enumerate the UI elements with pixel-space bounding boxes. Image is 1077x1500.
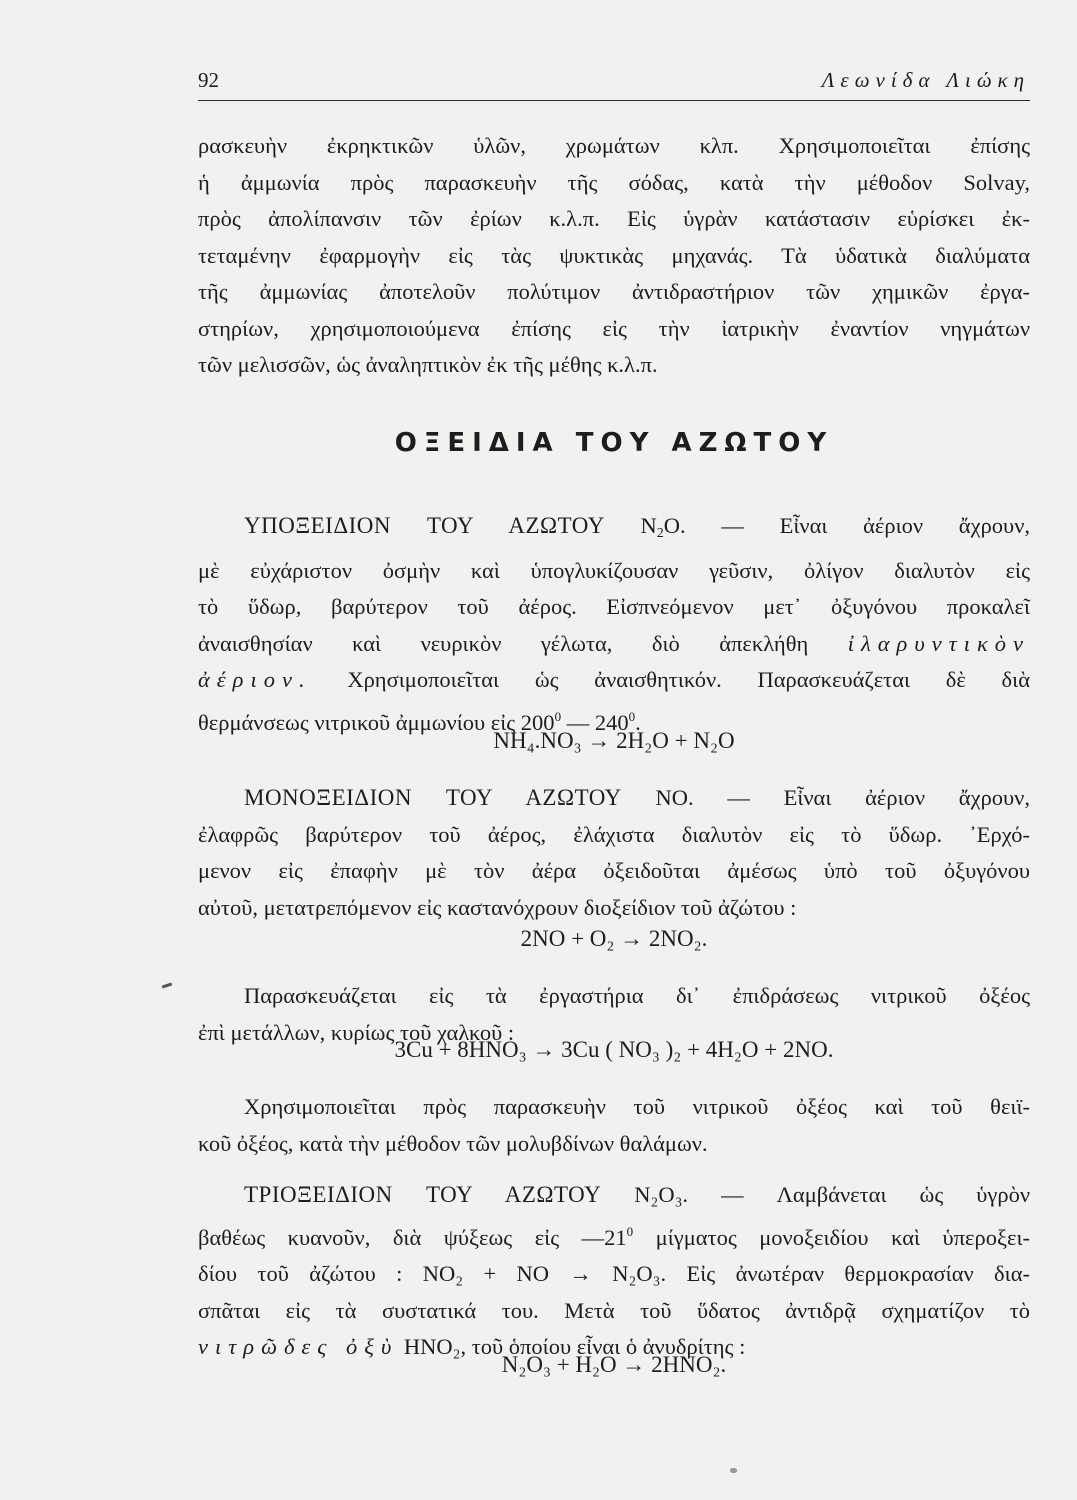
use-paragraph (198, 1089, 1030, 1162)
n2o-formula: $N_2O$. (640, 513, 686, 541)
text-line: ΥΠΟΞΕΙΔΙΟΝ ΤΟΥ ΑΖΩΤΟΥ $N_2O$. — Εἶναι ἀέριον ἄχρουν, (244, 513, 1030, 541)
equation-n2o3-water: N₂O₃ + H₂O → 2HNO₂. (501, 1352, 727, 1377)
text-line: τὸ ὕδωρ, βαρύτερον τοῦ ἀέρος. Εἰσπνεόμενον μετ᾽ ὀξυγόνου προκαλεῖ (198, 594, 1030, 619)
n2o3-formula: N₂O₃. (634, 1182, 689, 1207)
emphasized-term: ἀέριον. (198, 667, 312, 692)
no-paragraph (198, 780, 1030, 926)
text-line: πρὸς ἀπολίπανσιν τῶν ἐρίων κ.λ.π. Εἰς ὑγρὰν κατάστασιν εὑρίσκει ἐκ- (198, 206, 1030, 231)
text-line: βαθέως κυανοῦν, διὰ ψύξεως εἰς $—21^0$ μίγματος μονοξειδίου καὶ ὑπεροξει- (198, 1223, 1031, 1250)
n2o-paragraph (198, 508, 1030, 741)
section-title: ΟΞΕΙΔΙΑ ΤΟΥ ΑΖΩΤΟΥ (394, 428, 834, 458)
no-heading: ΜΟΝΟΞΕΙΔΙΟΝ ΤΟΥ ΑΖΩΤΟΥ (244, 785, 622, 810)
text-line: Παρασκευάζεται εἰς τὰ ἐργαστήρια δι᾽ ἐπιδράσεως νιτρικοῦ ὀξέος (244, 983, 1030, 1008)
intro-paragraph (198, 128, 1030, 384)
text-line: ἐλαφρῶς βαρύτερον τοῦ ἀέρος, ἐλάχιστα διαλυτὸν εἰς τὸ ὕδωρ. ᾿Ερχό- (198, 821, 1030, 847)
text-line: Χρησιμοποιεῖται πρὸς παρασκευὴν τοῦ νιτρικοῦ ὀξέος καὶ τοῦ θειϊ- (244, 1094, 1030, 1119)
equation-copper: 3Cu + 8HNO₃ → 3Cu ( NO₃ )₂ + 4H₂O + 2NO. (394, 1037, 834, 1062)
text-line: ΤΡΙΟΞΕΙΔΙΟΝ ΤΟΥ ΑΖΩΤΟΥ N₂O₃. — Λαμβάνεται ὡς ὑγρὸν (244, 1182, 1030, 1207)
text-line: στηρίων, χρησιμοποιούμενα ἐπίσης εἰς τὴν ἰατρικὴν ἐναντίον νηγμάτων (198, 315, 1030, 341)
emphasized-term: νιτρῶδες ὀξὺ (198, 1334, 399, 1359)
text-line: ἐπὶ μετάλλων, κυρίως τοῦ χαλκοῦ : (198, 1019, 515, 1045)
text-line: αὐτοῦ, μετατρεπόμενον εἰς καστανόχρουν διοξείδιον τοῦ ἀζώτου : (198, 894, 797, 920)
page-header (198, 66, 1030, 101)
equation-nh4no3: NH₄.NO₃ → 2H₂O + N₂O (493, 728, 735, 753)
n2o-heading: ΥΠΟΞΕΙΔΙΟΝ ΤΟΥ ΑΖΩΤΟΥ (244, 513, 605, 538)
equation-no-oxidation: 2NO + O₂ → 2NO₂. (520, 926, 708, 951)
text-line: τῶν μελισσῶν, ὡς ἀναληπτικὸν ἐκ τῆς μέθης κ.λ.π. (198, 352, 658, 377)
text-line: μενον εἰς ἐπαφὴν μὲ τὸν ἀέρα ὀξειδοῦται ἀμέσως ὑπὸ τοῦ ὀξυγόνου (198, 858, 1030, 883)
text-line: θερμάνσεως νιτρικοῦ ἀμμωνίου εἰς $200^0$ — $240^0$. (198, 708, 641, 735)
n2o3-heading: ΤΡΙΟΞΕΙΔΙΟΝ ΤΟΥ ΑΖΩΤΟΥ (244, 1182, 602, 1207)
running-head: Λεωνίδα Λιώκη (821, 68, 1030, 92)
n2o3-paragraph (198, 1177, 1030, 1366)
emphasized-term: ἰλαρυντικὸν (847, 630, 1030, 656)
text-line: τῆς ἀμμωνίας ἀποτελοῦν πολύτιμον ἀντιδραστήριον τῶν χημικῶν ἐργα- (198, 279, 1030, 304)
page-number: 92 (198, 68, 219, 92)
text-line: τεταμένην ἐφαρμογὴν εἰς τὰς ψυκτικὰς μηχανάς. Τὰ ὑδατικὰ διαλύματα (198, 242, 1030, 268)
text-line: σπᾶται εἰς τὰ συστατικά του. Μετὰ τοῦ ὕδατος ἀντιδρᾷ σχηματίζον τὸ (198, 1297, 1030, 1323)
text-line: ἀέριον. Χρησιμοποιεῖται ὡς ἀναισθητικόν. Παρασκευάζεται δὲ διὰ (198, 667, 1030, 692)
scan-speck (730, 1468, 737, 1473)
text-line: κοῦ ὀξέος, κατὰ τὴν μέθοδον τῶν μολυβδίνων θαλάμων. (198, 1130, 708, 1156)
text-line: δίου τοῦ ἀζώτου : NO₂ + NO → N₂O₃. Εἰς ἀνωτέραν θερμοκρασίαν δια- (198, 1261, 1030, 1286)
text-line: ἀναισθησίαν καὶ νευρικὸν γέλωτα, διὸ ἀπεκλήθη ἰλαρυντικὸν (198, 630, 1030, 656)
text-line: ρασκευὴν ἐκρηκτικῶν ὑλῶν, χρωμάτων κλπ. Χρησιμοποιεῖται ἐπίσης (198, 133, 1030, 158)
scan-mark (162, 983, 172, 989)
text-line: νιτρῶδες ὀξὺ HNO₂, τοῦ ὁποίου εἶναι ὁ ἀνυδρίτης : (198, 1334, 746, 1359)
text-line: ΜΟΝΟΞΕΙΔΙΟΝ ΤΟΥ ΑΖΩΤΟΥ ΝΟ. — Εἶναι ἀέριον ἄχρουν, (244, 785, 1030, 810)
text-line: ἡ ἀμμωνία πρὸς παρασκευὴν τῆς σόδας, κατὰ τὴν μέθοδον Solvay, (198, 169, 1030, 195)
text-line: μὲ εὐχάριστον ὀσμὴν καὶ ὑπογλυκίζουσαν γεῦσιν, ὀλίγον διαλυτὸν εἰς (198, 557, 1030, 583)
